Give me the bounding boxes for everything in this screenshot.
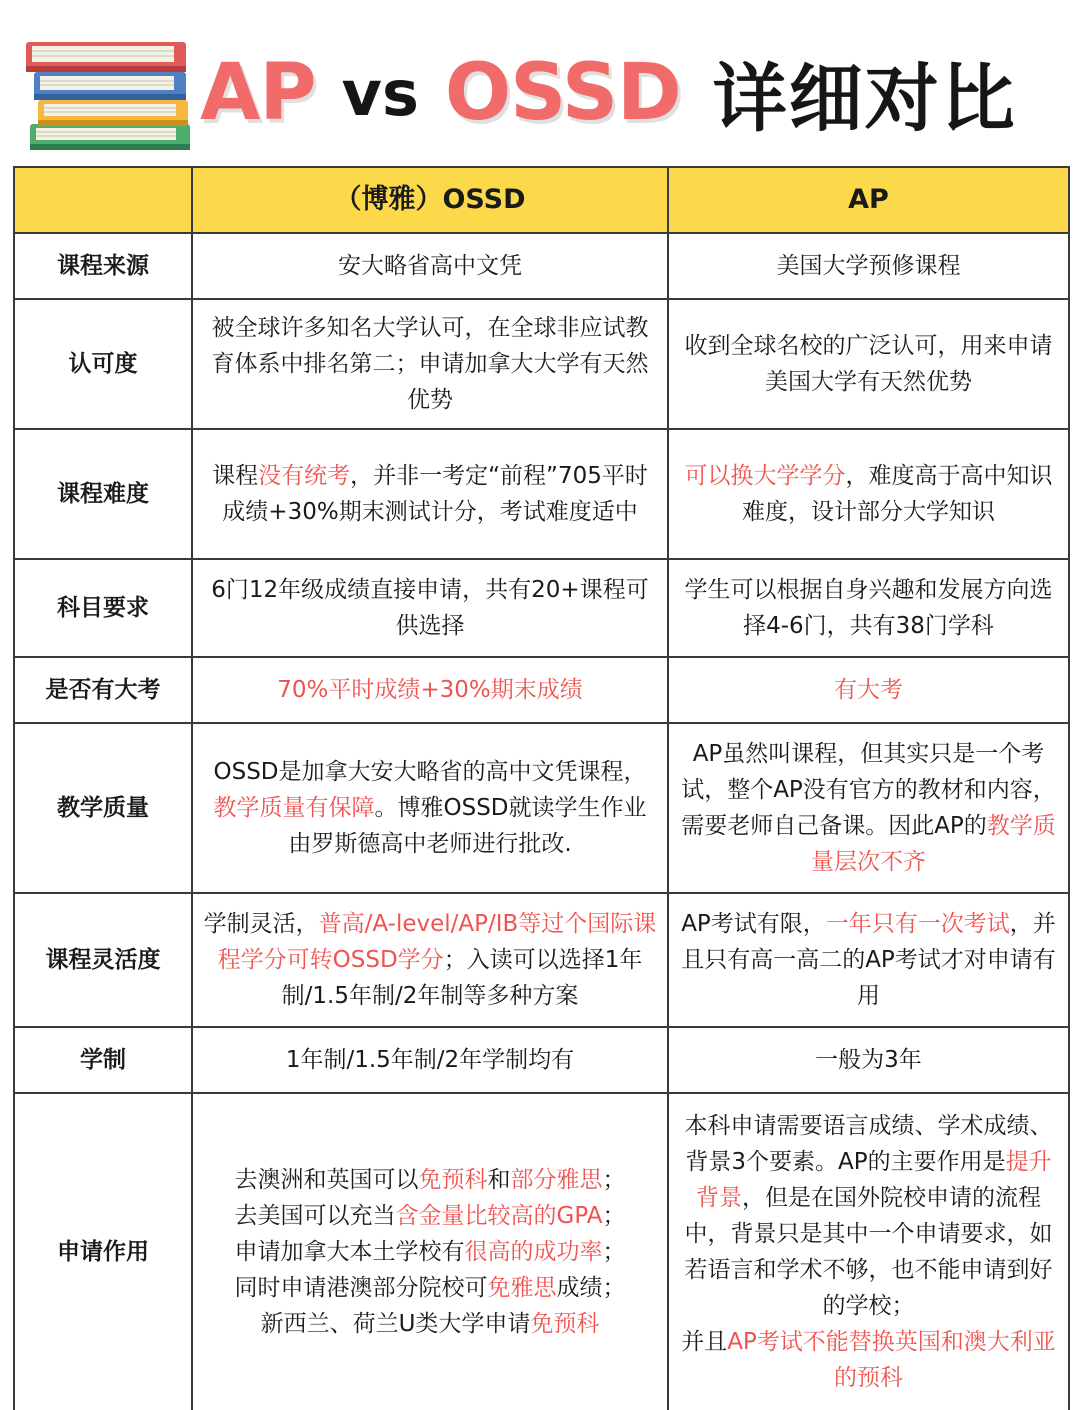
table-row: [14, 657, 1069, 723]
ap-cell: [668, 299, 1069, 429]
cell-text: 1年制/1.5年制/2年学制均有: [285, 1047, 575, 1073]
cell-text: 申请加拿大本土学校有: [234, 1239, 465, 1265]
table-row: [14, 559, 1069, 657]
header-ossd: （博雅）OSSD: [192, 167, 668, 233]
highlight-text: 70%平时成绩+30%期末成绩: [277, 677, 583, 703]
highlight-text: 免预科: [530, 1311, 600, 1337]
cell-text: ；: [602, 1239, 626, 1265]
ossd-cell: [192, 1093, 668, 1410]
ossd-cell: [192, 657, 668, 723]
row-label: 科目要求: [14, 559, 192, 657]
table-row: [14, 299, 1069, 429]
table-row: [14, 1093, 1069, 1410]
highlight-text: 一年只有一次考试: [825, 911, 1010, 937]
cell-text: 成绩；: [556, 1275, 626, 1301]
cell-text: ，并且只有高一高二的AP考试才对申请有用: [681, 911, 1056, 1009]
ap-cell: [668, 1027, 1069, 1093]
table-row: [14, 429, 1069, 559]
cell-text: 安大略省高中文凭: [338, 253, 522, 279]
row-label: 学制: [14, 1027, 192, 1093]
cell-text: 。博雅OSSD就读学生作业由罗斯德高中老师进行批改.: [288, 795, 647, 857]
books-stack-icon: [22, 28, 200, 156]
highlight-text: 普高/A-level/AP/IB等过个国际课程学分可转OSSD学分: [217, 911, 657, 973]
cell-text: AP虽然叫课程，但其实只是一个考试，整个AP没有官方的教材和内容，需要老师自己备课。因此AP的: [681, 741, 1056, 839]
row-label: 课程难度: [14, 429, 192, 559]
cell-text: 美国大学预修课程: [776, 253, 961, 279]
row-label: 是否有大考: [14, 657, 192, 723]
cell-text: 学生可以根据自身兴趣和发展方向选择4-6门，共有38门学科: [684, 577, 1053, 639]
highlight-text: 免预科: [418, 1167, 488, 1193]
cell-text: 课程: [212, 463, 259, 489]
cell-text: 去澳洲和英国可以: [234, 1167, 419, 1193]
ossd-cell: [192, 233, 668, 299]
ap-cell: [668, 723, 1069, 893]
cell-text: 并且: [681, 1329, 728, 1355]
ossd-cell: [192, 723, 668, 893]
highlight-text: 免雅思: [487, 1275, 557, 1301]
title-detail-compare: 详细对比: [712, 56, 1017, 142]
table-row: [14, 723, 1069, 893]
comparison-table: [13, 166, 1070, 1410]
highlight-text: 可以换大学学分: [684, 463, 846, 489]
page-title: [200, 38, 1017, 148]
highlight-text: 有大考: [834, 677, 903, 703]
highlight-text: AP考试不能替换英国和澳大利亚的预科: [727, 1329, 1056, 1391]
highlight-text: 很高的成功率: [464, 1239, 603, 1265]
cell-text: OSSD是加拿大安大略省的高中文凭课程，: [213, 759, 647, 785]
cell-text: 同时申请港澳部分院校可: [234, 1275, 488, 1301]
row-label: 课程来源: [14, 233, 192, 299]
ap-cell: [668, 233, 1069, 299]
row-label: 申请作用: [14, 1093, 192, 1410]
cell-text: 6门12年级成绩直接申请，共有20+课程可供选择: [211, 577, 649, 639]
ap-cell: [668, 893, 1069, 1027]
cell-text: 被全球许多知名大学认可，在全球非应试教育体系中排名第二；申请加拿大大学有天然优势: [211, 315, 649, 413]
header-ap: AP: [668, 167, 1069, 233]
row-label: 课程灵活度: [14, 893, 192, 1027]
highlight-text: 部分雅思: [510, 1167, 603, 1193]
ossd-cell: [192, 1027, 668, 1093]
ossd-cell: [192, 429, 668, 559]
cell-text: ，并非一考定“前程”705平时成绩+30%期末测试计分，考试难度适中: [222, 463, 648, 525]
cell-text: 和: [487, 1167, 511, 1193]
cell-text: AP考试有限，: [681, 911, 826, 937]
highlight-text: 教学质量有保障: [213, 795, 375, 821]
cell-text: ，但是在国外院校申请的流程中，背景只是其中一个申请要求，如若语言和学术不够，也不能申请到好的学校；: [684, 1185, 1053, 1319]
table-row: [14, 893, 1069, 1027]
title-ossd: OSSD: [444, 48, 681, 138]
cell-text: ；: [602, 1167, 626, 1193]
highlight-text: 教学质量层次不齐: [811, 813, 1056, 875]
cell-text: 学制灵活，: [203, 911, 319, 937]
ap-cell: [668, 429, 1069, 559]
highlight-text: 提升背景: [696, 1149, 1052, 1211]
ossd-cell: [192, 299, 668, 429]
cell-text: 收到全球名校的广泛认可，用来申请美国大学有天然优势: [684, 333, 1053, 395]
row-label: 教学质量: [14, 723, 192, 893]
table-header-row: [14, 167, 1069, 233]
title-vs: vs: [341, 56, 419, 130]
cell-text: ；入读可以选择1年制/1.5年制/2年制等多种方案: [281, 947, 643, 1009]
table-row: [14, 233, 1069, 299]
ossd-cell: [192, 559, 668, 657]
ap-cell: [668, 657, 1069, 723]
cell-text: ；: [602, 1203, 626, 1229]
cell-text: 去美国可以充当: [234, 1203, 396, 1229]
ap-cell: [668, 559, 1069, 657]
title-ap: AP: [200, 48, 316, 138]
table-row: [14, 1027, 1069, 1093]
cell-text: 本科申请需要语言成绩、学术成绩、背景3个要素。AP的主要作用是: [684, 1113, 1053, 1175]
highlight-text: 没有统考: [258, 463, 351, 489]
cell-text: ，难度高于高中知识难度，设计部分大学知识: [742, 463, 1053, 525]
cell-text: 新西兰、荷兰U类大学申请: [260, 1311, 531, 1337]
ossd-cell: [192, 893, 668, 1027]
header-corner: [14, 167, 192, 233]
ap-cell: [668, 1093, 1069, 1410]
highlight-text: 含金量比较高的GPA: [395, 1203, 603, 1229]
row-label: 认可度: [14, 299, 192, 429]
header: [0, 0, 1080, 160]
cell-text: 一般为3年: [815, 1047, 922, 1073]
